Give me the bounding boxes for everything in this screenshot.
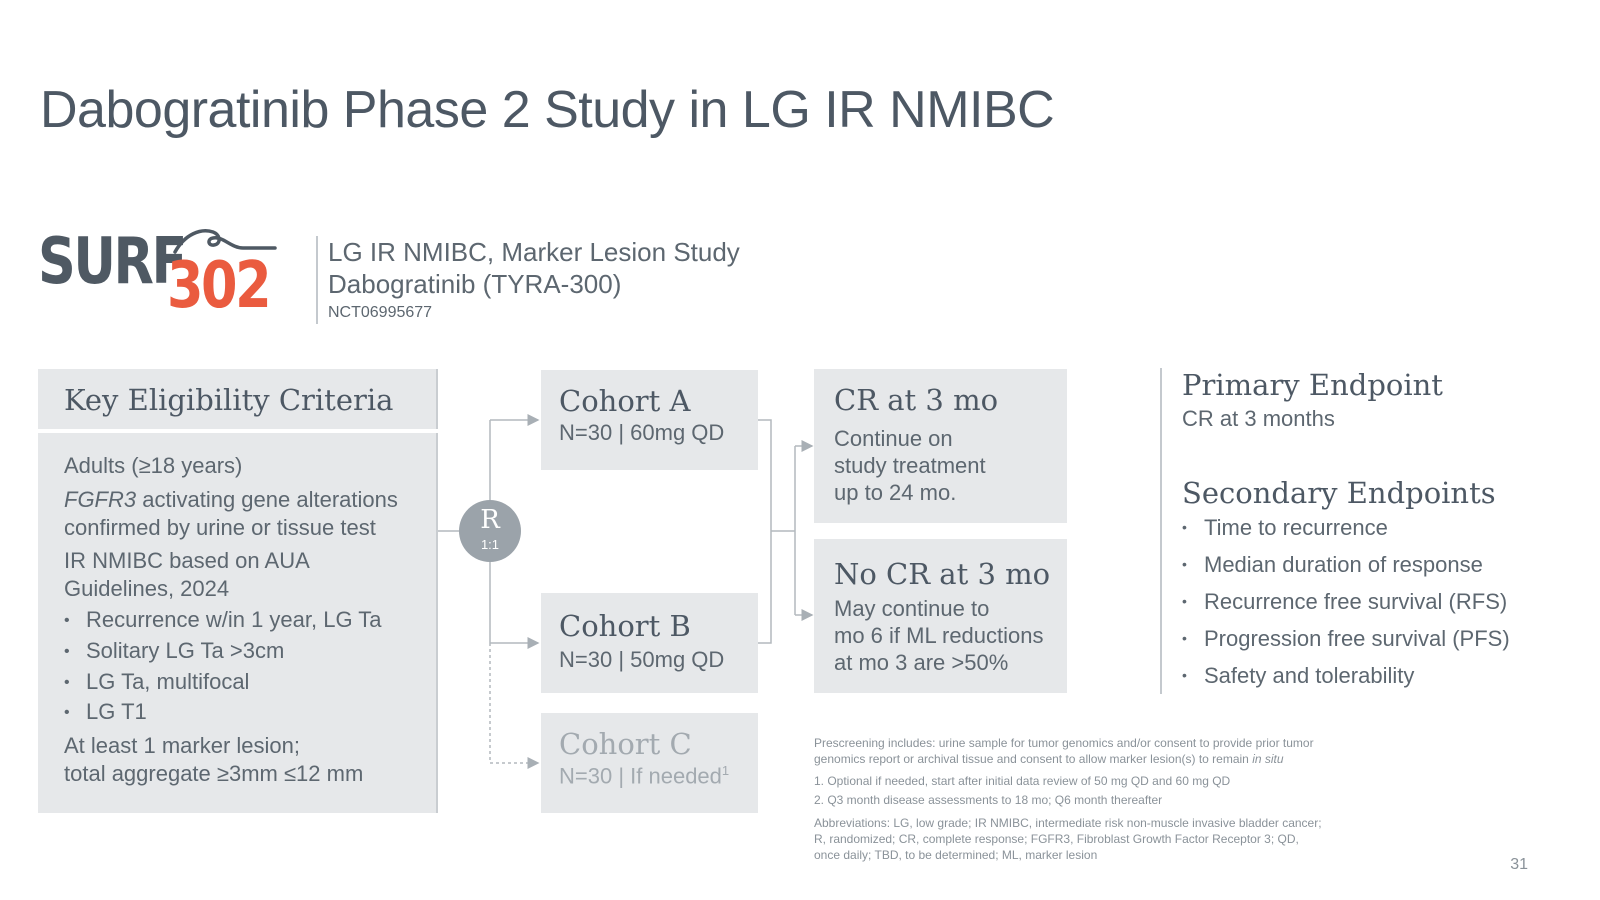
cohort-b-box (541, 593, 758, 693)
outcome-cr-desc: Continue on study treatment up to 24 mo. (834, 426, 986, 505)
fgfr3-text: activating gene alterations (136, 487, 398, 512)
criterion-bullet: • LG Ta, multifocal (64, 668, 249, 697)
footnote-1: 1. Optional if needed, start after initial data review of 50 mg QD and 60 mg QD (814, 774, 1231, 788)
study-nct-id: NCT06995677 (328, 304, 433, 321)
bullet-dot-icon: • (64, 704, 70, 721)
study-subtitle: LG IR NMIBC, Marker Lesion Study (328, 237, 740, 267)
abbreviations-line2: R, randomized; CR, complete response; FGFR3, Fibroblast Growth Factor Receptor 3; QD, (814, 832, 1299, 846)
cohort-name: Cohort A (559, 384, 691, 418)
footnote-ref: 1 (721, 763, 730, 778)
randomization-node (459, 500, 521, 562)
cohort-dose: N=30 | 60mg QD (559, 420, 725, 445)
secondary-endpoint-item: • Recurrence free survival (RFS) (1182, 589, 1508, 614)
criterion-ir-nmibc: IR NMIBC based on AUA (64, 548, 310, 573)
bullet-dot-icon: • (64, 612, 70, 629)
eligibility-body (38, 433, 438, 813)
cohort-merge-bracket (758, 420, 771, 643)
bullet-dot-icon: • (1182, 593, 1187, 609)
abbreviations-line3: once daily; TBD, to be determined; ML, marker lesion (814, 848, 1098, 862)
prescreen-note-line2: genomics report or archival tissue and consent to allow marker lesion(s) to remain in situ (814, 752, 1284, 766)
prescreen-note: Prescreening includes: urine sample for tumor genomics and/or consent to provide prior tumor (814, 736, 1314, 750)
bullet-dot-icon: • (1182, 556, 1187, 572)
eligibility-title: Key Eligibility Criteria (64, 383, 394, 417)
secondary-endpoint-item: • Safety and tolerability (1182, 663, 1415, 688)
endpoints-panel (1160, 368, 1510, 694)
secondary-endpoints-title: Secondary Endpoints (1182, 476, 1496, 510)
footnote-2: 2. Q3 month disease assessments to 18 mo; Q6 month thereafter (814, 793, 1163, 807)
criterion-bullet: • Solitary LG Ta >3cm (64, 637, 284, 666)
criterion-fgfr3 (64, 486, 398, 514)
criterion-fgfr3-line2: confirmed by urine or tissue test (64, 515, 376, 540)
logo-number: 302 (167, 249, 270, 323)
cohort-name: Cohort B (559, 609, 691, 643)
secondary-endpoint-item: • Time to recurrence (1182, 515, 1388, 540)
surf302-logo (38, 222, 278, 332)
fgfr3-gene-name: FGFR3 (64, 487, 137, 512)
outcome-no-cr-desc: May continue to mo 6 if ML reductions at mo 3 are >50% (834, 596, 1044, 675)
cohort-dose: N=30 | 50mg QD (559, 647, 725, 672)
criterion-marker-lesion-line2: total aggregate ≥3mm ≤12 mm (64, 761, 364, 786)
primary-endpoint-title: Primary Endpoint (1182, 368, 1443, 402)
study-drug: Dabogratinib (TYRA-300) (328, 269, 622, 299)
randomization-label: R (480, 505, 500, 535)
bullet-dot-icon: • (1182, 519, 1187, 535)
secondary-endpoint-item: • Progression free survival (PFS) (1182, 626, 1510, 651)
outcome-cr-title: CR at 3 mo (834, 383, 999, 417)
page-title: Dabogratinib Phase 2 Study in LG IR NMIBC (40, 81, 1055, 139)
secondary-endpoint-item: • Median duration of response (1182, 552, 1483, 577)
outcome-no-cr-box (814, 539, 1067, 693)
page-number: 31 (1510, 856, 1528, 873)
bullet-dot-icon: • (64, 643, 70, 660)
criterion-adults: Adults (≥18 years) (64, 453, 243, 478)
cohort-name: Cohort C (559, 727, 692, 761)
eligibility-header (38, 369, 438, 429)
criterion-ir-nmibc-line2: Guidelines, 2024 (64, 576, 230, 601)
bullet-dot-icon: • (64, 674, 70, 691)
cohort-a-box (541, 370, 758, 470)
logo-word: SURF (38, 225, 185, 299)
criterion-bullet: • Recurrence w/in 1 year, LG Ta (64, 606, 382, 635)
cohort-dose: N=30 | If needed$^1$ (559, 763, 730, 789)
bullet-dot-icon: • (1182, 667, 1187, 683)
cohort-c-box (541, 713, 758, 813)
bullet-dot-icon: • (1182, 630, 1187, 646)
randomization-ratio: 1:1 (480, 537, 500, 552)
abbreviations: Abbreviations: LG, low grade; IR NMIBC, intermediate risk non-muscle invasive bladder cancer; (814, 816, 1322, 830)
primary-endpoint-value: CR at 3 months (1182, 406, 1335, 431)
study-info (316, 236, 740, 324)
criterion-bullet: • LG T1 (64, 698, 147, 727)
outcome-no-cr-title: No CR at 3 mo (834, 557, 1051, 591)
criterion-marker-lesion: At least 1 marker lesion; (64, 733, 300, 758)
outcome-cr-box (814, 369, 1067, 523)
